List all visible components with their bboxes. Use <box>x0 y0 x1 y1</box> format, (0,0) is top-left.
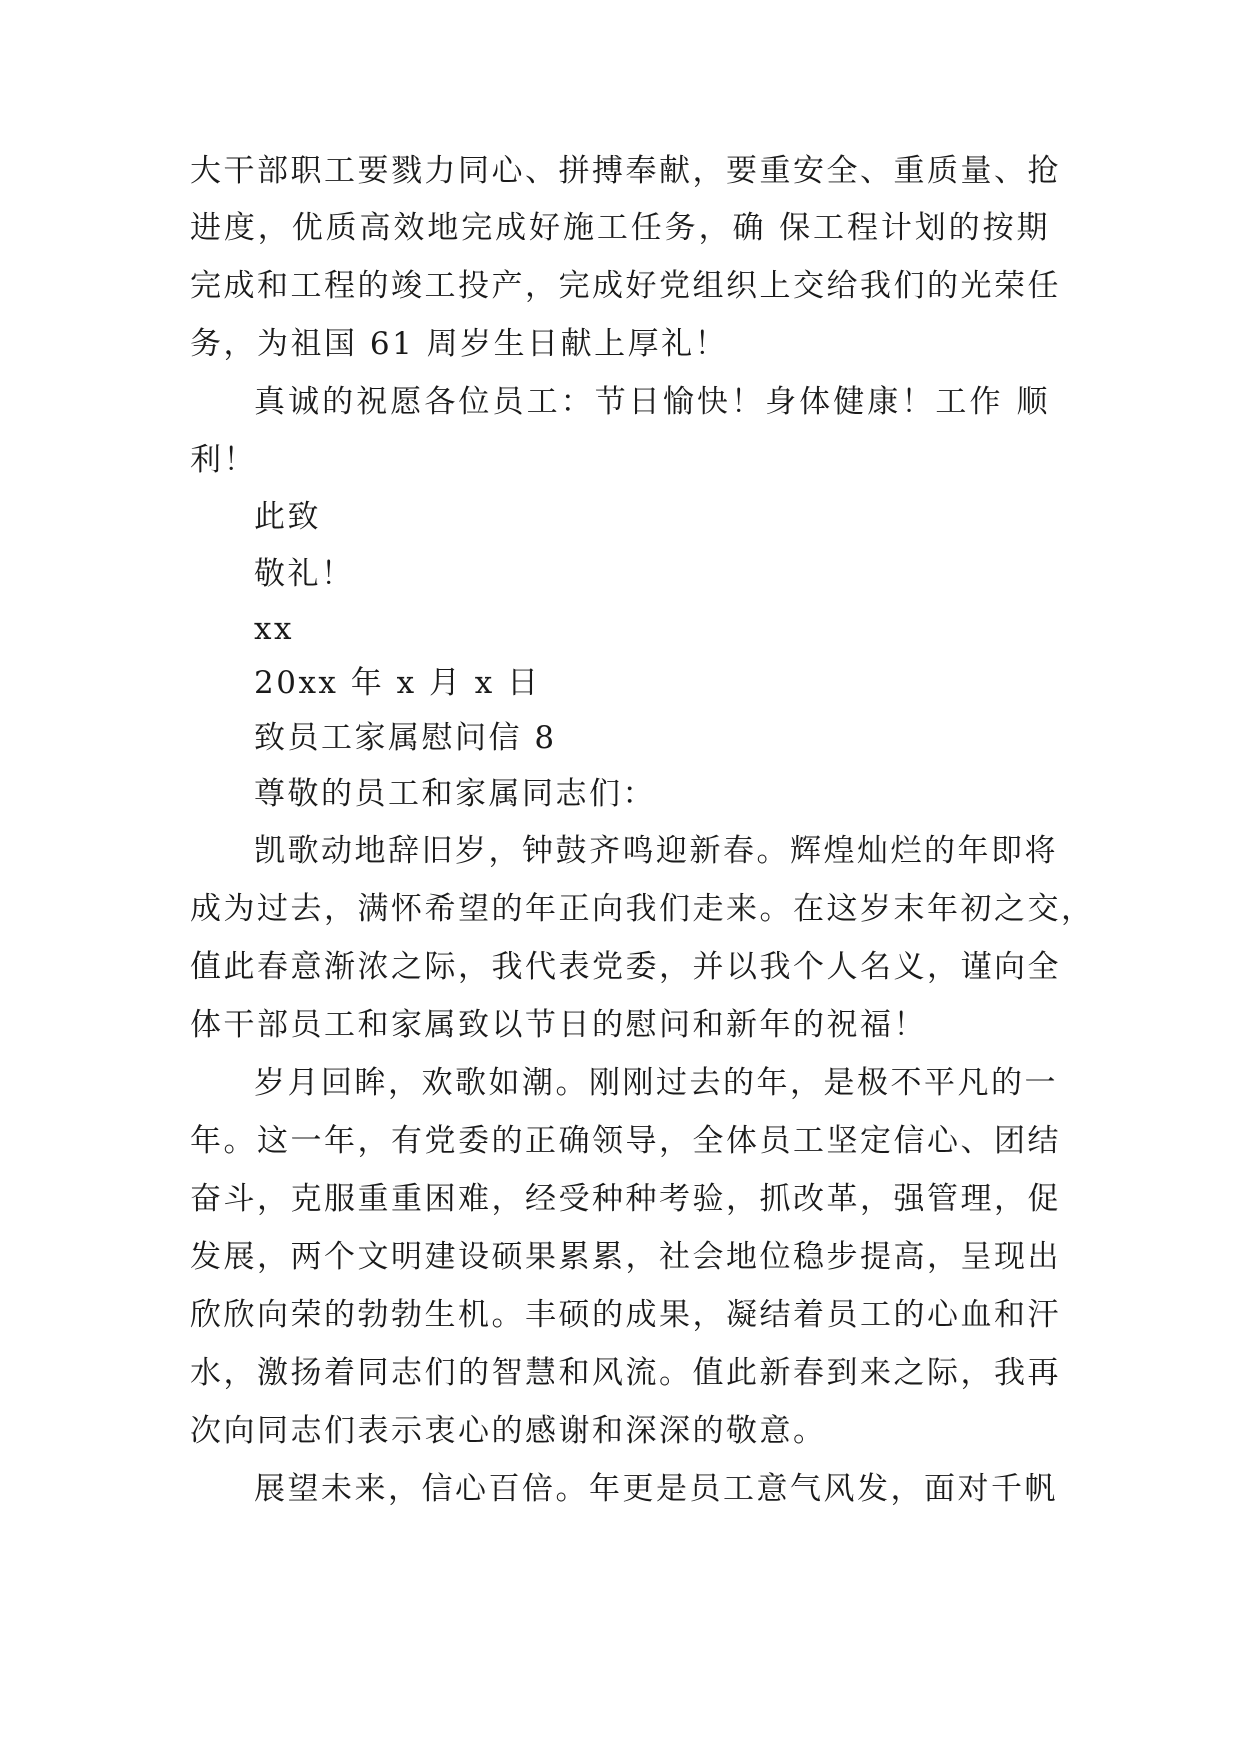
text-line: 成为过去，满怀希望的年正向我们走来。在这岁末年初之交， <box>190 891 1095 927</box>
text-line: 大干部职工要戮力同心、拼搏奉献，要重安全、重质量、抢 <box>190 153 1061 189</box>
text-line: 欣欣向荣的勃勃生机。丰硕的成果，凝结着员工的心血和汗 <box>190 1297 1061 1333</box>
text-line: 进度，优质高效地完成好施工任务，确 保工程计划的按期 <box>190 210 1050 246</box>
text-line: 展望未来，信心百倍。年更是员工意气风发，面对千帆 <box>254 1471 1058 1507</box>
closing-salutation: 此致 <box>254 499 321 535</box>
text-line: 奋斗，克服重重困难，经受种种考验，抓改革，强管理，促 <box>190 1181 1061 1217</box>
text-line: 完成和工程的竣工投产，完成好党组织上交给我们的光荣任 <box>190 268 1061 304</box>
text-line: 岁月回眸，欢歌如潮。刚刚过去的年，是极不平凡的一 <box>254 1065 1058 1101</box>
text-line: 真诚的祝愿各位员工：节日愉快！身体健康！工作 顺 <box>254 384 1050 420</box>
letter-greeting: 尊敬的员工和家属同志们： <box>254 776 656 812</box>
text-line: 务，为祖国 61 周岁生日献上厚礼！ <box>190 326 729 362</box>
text-line: 水，激扬着同志们的智慧和风流。值此新春到来之际，我再 <box>190 1355 1061 1391</box>
text-line: 利！ <box>190 442 257 478</box>
text-line: 凯歌动地辞旧岁，钟鼓齐鸣迎新春。辉煌灿烂的年即将 <box>254 833 1058 869</box>
signature: xx <box>254 611 294 647</box>
text-line: 次向同志们表示衷心的感谢和深深的敬意。 <box>190 1413 827 1449</box>
date-line: 20xx 年 x 月 x 日 <box>254 665 541 701</box>
text-line: 年。这一年，有党委的正确领导，全体员工坚定信心、团结 <box>190 1123 1061 1159</box>
text-line: 值此春意渐浓之际，我代表党委，并以我个人名义，谨向全 <box>190 949 1061 985</box>
closing-regards: 敬礼！ <box>254 556 355 592</box>
letter-title: 致员工家属慰问信 8 <box>254 720 557 756</box>
text-line: 发展，两个文明建设硕果累累，社会地位稳步提高，呈现出 <box>190 1239 1061 1275</box>
text-line: 体干部员工和家属致以节日的慰问和新年的祝福！ <box>190 1007 927 1043</box>
